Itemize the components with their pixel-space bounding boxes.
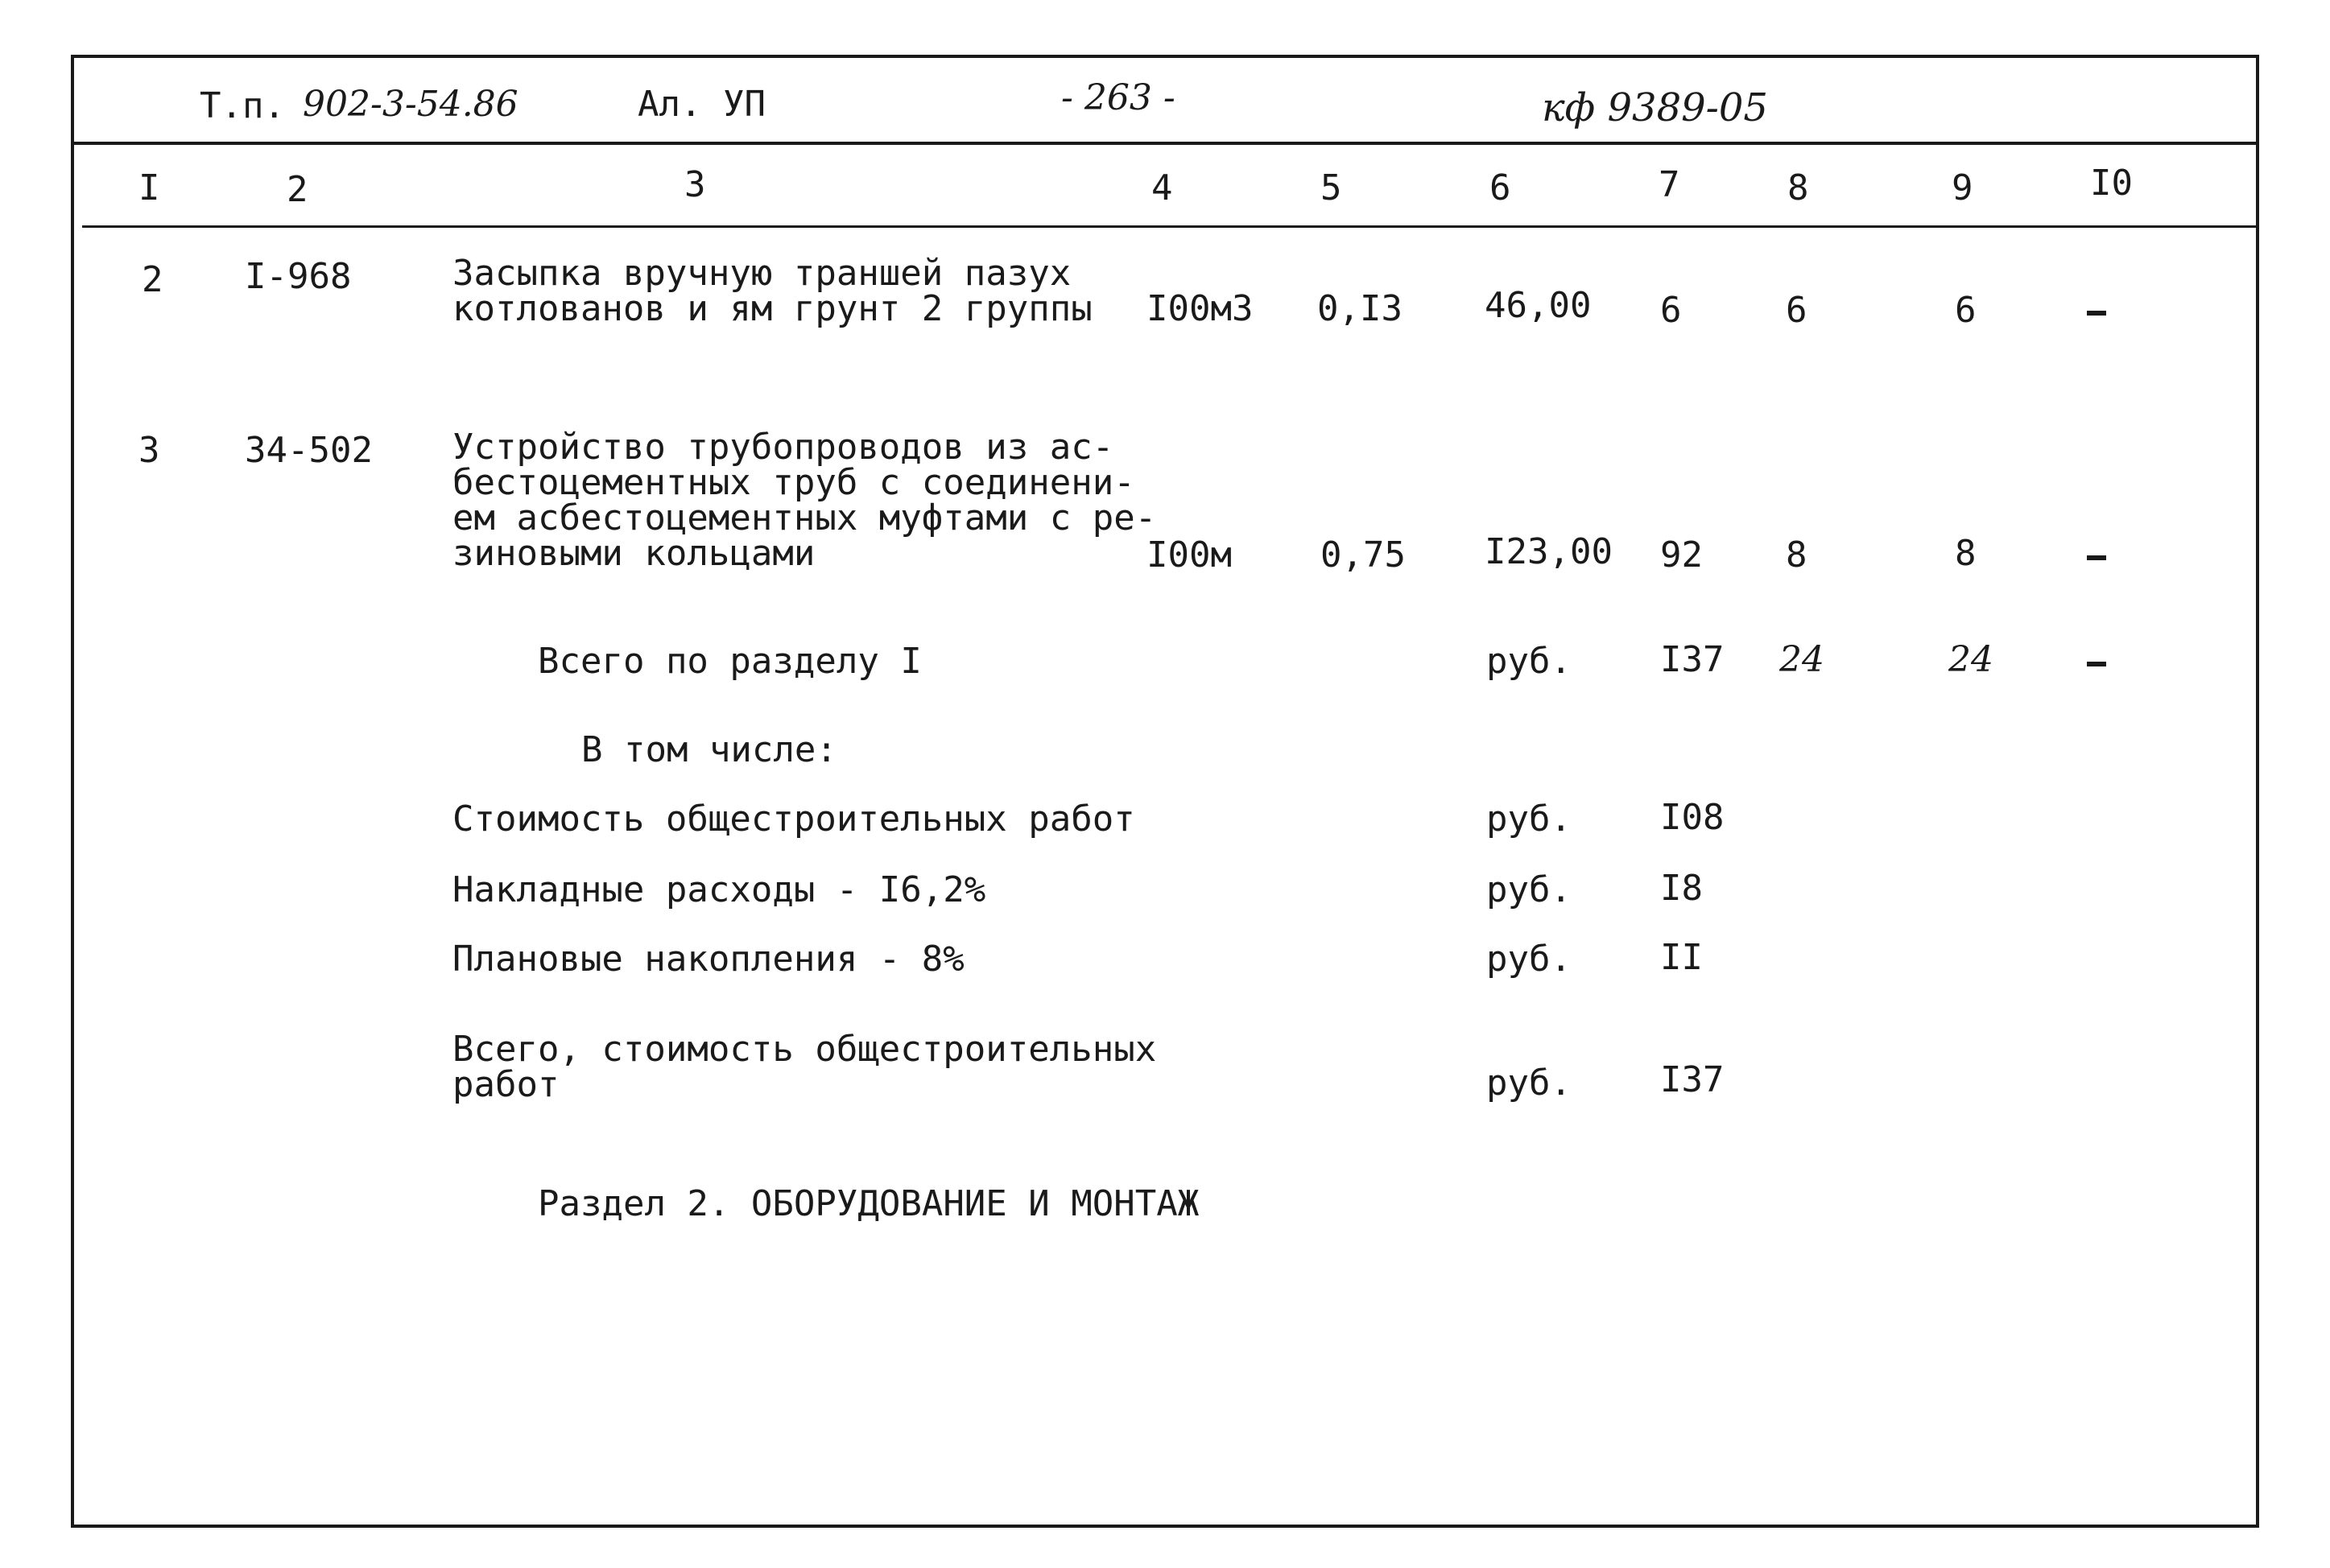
next-section-heading: Раздел 2. ОБОРУДОВАНИЕ И МОНТАЖ <box>538 1183 1200 1224</box>
tp-label: Т.п. <box>200 85 285 126</box>
row-number: 2 <box>142 259 163 300</box>
row-quantity: 0,75 <box>1320 534 1406 576</box>
row-unit: I00м <box>1146 534 1232 576</box>
section-total-unit: руб. <box>1486 641 1572 682</box>
row-col8: 8 <box>1786 534 1807 576</box>
section-total-label: Всего по разделу I <box>538 641 922 682</box>
row-code: I-968 <box>245 256 352 297</box>
column-header-7: 7 <box>1659 164 1680 205</box>
row-unit-price: I23,00 <box>1485 531 1613 572</box>
row-description: Засыпка вручную траншей пазух котлованов и ям грунт 2 группы <box>452 253 1093 329</box>
row-col10-dash <box>2087 555 2106 560</box>
row-col9: 6 <box>1955 290 1977 331</box>
overhead-unit: руб. <box>1486 869 1572 910</box>
total-general-works-unit: руб. <box>1486 1063 1572 1104</box>
column-header-6: 6 <box>1489 167 1511 208</box>
row-col10-dash <box>2087 311 2106 316</box>
row-unit: I00м3 <box>1146 288 1254 329</box>
row-quantity: 0,I3 <box>1317 288 1403 329</box>
general-works-value: I08 <box>1660 797 1725 838</box>
overhead-label: Накладные расходы - I6,2% <box>452 869 986 910</box>
general-works-unit: руб. <box>1486 798 1572 840</box>
overhead-value: I8 <box>1660 868 1703 909</box>
album-label: Ал. УП <box>638 84 766 125</box>
column-header-5: 5 <box>1320 167 1342 208</box>
section-total-col7: I37 <box>1660 639 1725 680</box>
column-header-10: I0 <box>2090 163 2133 204</box>
page-number: - 263 - <box>1061 77 1175 118</box>
document-code: кф 9389-05 <box>1542 85 1768 130</box>
row-col7: 92 <box>1660 534 1703 576</box>
row-code: 34-502 <box>245 430 373 471</box>
row-unit-price: 46,00 <box>1485 285 1592 326</box>
document-frame <box>71 55 2259 1528</box>
section-total-col9: 24 <box>1948 639 1993 680</box>
column-header-3: 3 <box>684 164 706 205</box>
section-total-col8: 24 <box>1779 639 1824 680</box>
including-label: В том числе: <box>581 729 837 770</box>
general-works-label: Стоимость общестроительных работ <box>452 798 1135 840</box>
section-total-col10-dash <box>2087 662 2106 666</box>
row-number: 3 <box>138 430 160 471</box>
column-header-8: 8 <box>1787 167 1809 208</box>
column-header-2: 2 <box>287 169 308 210</box>
column-header-1: I <box>138 167 160 208</box>
planned-savings-label: Плановые накопления - 8% <box>452 939 965 980</box>
column-header-divider <box>82 225 2256 228</box>
row-col7: 6 <box>1660 290 1682 331</box>
column-header-9: 9 <box>1952 167 1973 208</box>
row-description: Устройство трубопроводов из ас- бестоцементных труб с соединени- ем асбестоцементных муфтами с ре- зиновыми кольцами <box>452 427 1157 574</box>
planned-savings-value: II <box>1660 937 1703 978</box>
total-general-works-value: I37 <box>1660 1059 1725 1100</box>
row-col9: 8 <box>1955 533 1977 574</box>
tp-number: 902-3-54.86 <box>303 84 518 125</box>
planned-savings-unit: руб. <box>1486 939 1572 980</box>
header-divider <box>74 142 2256 145</box>
total-general-works-label: Всего, стоимость общестроительных работ <box>452 1029 1157 1105</box>
row-col8: 6 <box>1786 290 1807 331</box>
column-header-4: 4 <box>1151 167 1173 208</box>
